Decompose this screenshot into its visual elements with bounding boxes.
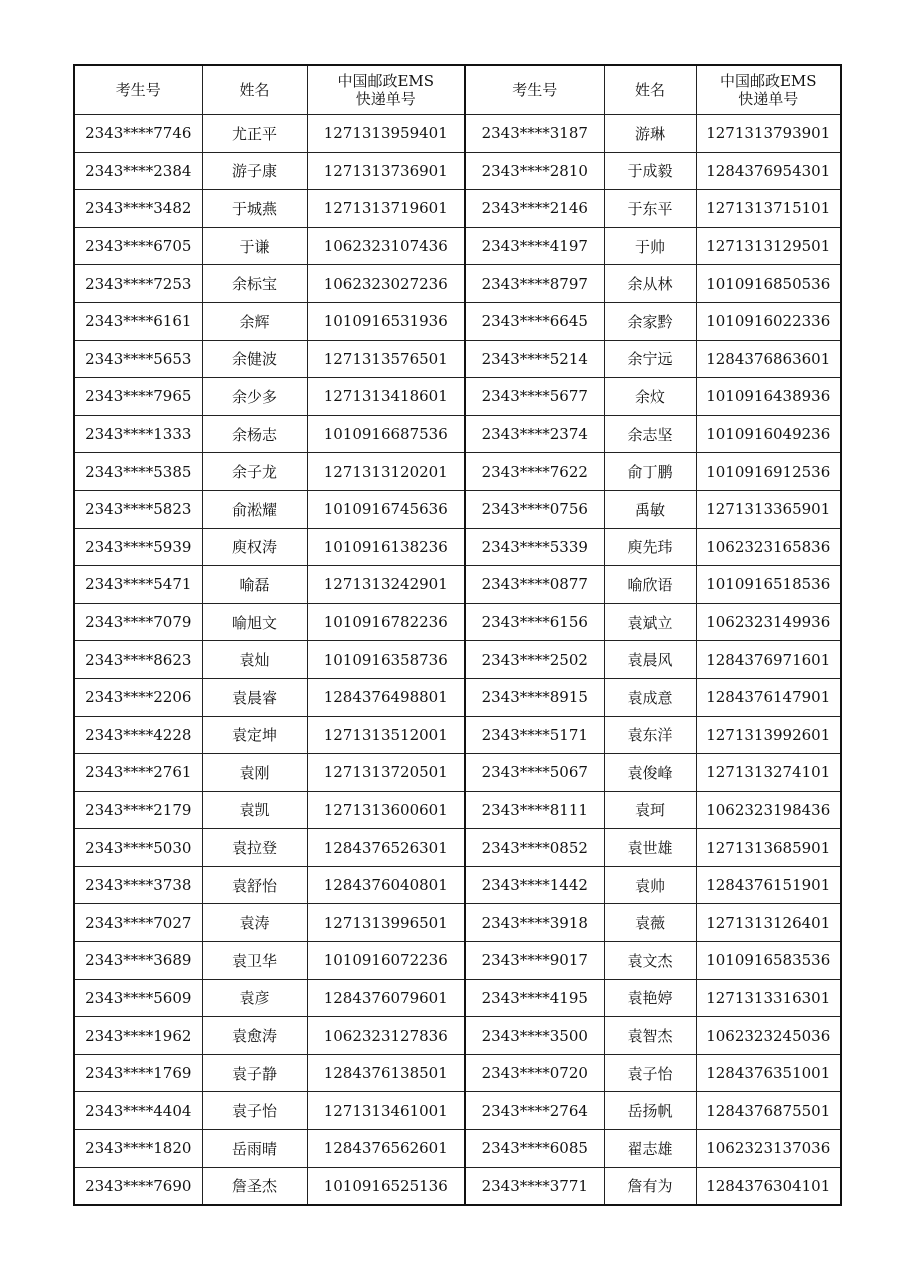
exam-id-cell: 2343****7027 — [74, 904, 202, 942]
exam-id-cell: 2343****5823 — [74, 490, 202, 528]
ems-tracking-cell: 1284376304101 — [696, 1167, 841, 1205]
name-cell: 袁成意 — [604, 678, 696, 716]
table-row — [74, 678, 841, 716]
name-cell: 詹圣杰 — [202, 1167, 307, 1205]
exam-id-cell: 2343****2502 — [465, 641, 604, 679]
name-cell: 袁子静 — [202, 1054, 307, 1092]
ems-tracking-cell: 1271313418601 — [307, 378, 465, 416]
ems-tracking-cell: 1010916745636 — [307, 490, 465, 528]
ems-tracking-cell: 1062323165836 — [696, 528, 841, 566]
ems-tracking-cell: 1271313996501 — [307, 904, 465, 942]
exam-id-cell: 2343****6085 — [465, 1130, 604, 1168]
name-cell: 袁刚 — [202, 754, 307, 792]
exam-id-cell: 2343****4404 — [74, 1092, 202, 1130]
name-cell: 袁子怡 — [202, 1092, 307, 1130]
name-cell: 袁灿 — [202, 641, 307, 679]
exam-id-cell: 2343****5385 — [74, 453, 202, 491]
ems-tracking-cell: 1010916531936 — [307, 302, 465, 340]
ems-tracking-cell: 1010916583536 — [696, 942, 841, 980]
table-row — [74, 942, 841, 980]
table-row — [74, 1092, 841, 1130]
exam-id-cell: 2343****3738 — [74, 866, 202, 904]
exam-id-cell: 2343****2146 — [465, 190, 604, 228]
ems-tracking-cell: 1010916850536 — [696, 265, 841, 303]
table-row — [74, 866, 841, 904]
exam-id-cell: 2343****1442 — [465, 866, 604, 904]
exam-id-cell: 2343****0720 — [465, 1054, 604, 1092]
ems-tracking-cell: 1284376954301 — [696, 152, 841, 190]
name-cell: 于城燕 — [202, 190, 307, 228]
ems-tracking-cell: 1284376040801 — [307, 866, 465, 904]
name-cell: 余杨志 — [202, 415, 307, 453]
ems-tracking-cell: 1271313992601 — [696, 716, 841, 754]
ems-tracking-cell: 1062323127836 — [307, 1017, 465, 1055]
name-cell: 喻磊 — [202, 566, 307, 604]
name-cell: 袁彦 — [202, 979, 307, 1017]
name-cell: 禹敏 — [604, 490, 696, 528]
ems-tracking-cell: 1271313274101 — [696, 754, 841, 792]
table-row — [74, 1054, 841, 1092]
exam-id-cell: 2343****8915 — [465, 678, 604, 716]
name-cell: 余少多 — [202, 378, 307, 416]
name-cell: 俞丁鹏 — [604, 453, 696, 491]
exam-id-cell: 2343****9017 — [465, 942, 604, 980]
exam-id-cell: 2343****6161 — [74, 302, 202, 340]
ems-tracking-cell: 1010916022336 — [696, 302, 841, 340]
name-cell: 尤正平 — [202, 115, 307, 153]
name-cell: 袁薇 — [604, 904, 696, 942]
ems-tracking-cell: 1271313959401 — [307, 115, 465, 153]
name-cell: 于东平 — [604, 190, 696, 228]
name-cell: 袁卫华 — [202, 942, 307, 980]
exam-id-cell: 2343****1333 — [74, 415, 202, 453]
exam-id-cell: 2343****7746 — [74, 115, 202, 153]
ems-tracking-cell: 1062323245036 — [696, 1017, 841, 1055]
name-cell: 俞淞耀 — [202, 490, 307, 528]
header-row — [74, 65, 841, 115]
exam-id-cell: 2343****2810 — [465, 152, 604, 190]
exam-id-header — [74, 65, 202, 115]
ems-tracking-cell: 1271313736901 — [307, 152, 465, 190]
exam-id-cell: 2343****2761 — [74, 754, 202, 792]
name-cell: 余健波 — [202, 340, 307, 378]
exam-id-cell: 2343****1820 — [74, 1130, 202, 1168]
ems-tracking-cell: 1010916138236 — [307, 528, 465, 566]
table-row — [74, 1167, 841, 1205]
table-row — [74, 265, 841, 303]
exam-id-cell: 2343****2374 — [465, 415, 604, 453]
ems-tracking-cell: 1271313242901 — [307, 566, 465, 604]
table-row — [74, 791, 841, 829]
ems-tracking-cell: 1284376526301 — [307, 829, 465, 867]
exam-id-cell: 2343****2764 — [465, 1092, 604, 1130]
exam-id-cell: 2343****0756 — [465, 490, 604, 528]
ems-tracking-cell: 1010916912536 — [696, 453, 841, 491]
name-cell: 于成毅 — [604, 152, 696, 190]
exam-id-cell: 2343****5171 — [465, 716, 604, 754]
ems-tracking-cell: 1284376863601 — [696, 340, 841, 378]
table-row — [74, 979, 841, 1017]
ems-tracking-cell: 1010916072236 — [307, 942, 465, 980]
table-row — [74, 754, 841, 792]
header-line-1: 姓名 — [634, 81, 665, 99]
ems-tracking-cell: 1271313120201 — [307, 453, 465, 491]
table-row — [74, 716, 841, 754]
exam-id-cell: 2343****4228 — [74, 716, 202, 754]
name-cell: 袁世雄 — [604, 829, 696, 867]
exam-id-cell: 2343****3918 — [465, 904, 604, 942]
table-row — [74, 415, 841, 453]
table-row — [74, 453, 841, 491]
exam-id-cell: 2343****1769 — [74, 1054, 202, 1092]
name-cell: 余炆 — [604, 378, 696, 416]
exam-id-cell: 2343****2179 — [74, 791, 202, 829]
table-row — [74, 490, 841, 528]
table-row — [74, 603, 841, 641]
name-cell: 袁东洋 — [604, 716, 696, 754]
ems-tracking-cell: 1062323107436 — [307, 227, 465, 265]
name-cell: 袁帅 — [604, 866, 696, 904]
ems-tracking-cell: 1284376875501 — [696, 1092, 841, 1130]
exam-id-cell: 2343****8111 — [465, 791, 604, 829]
ems-tracking-cell: 1284376151901 — [696, 866, 841, 904]
table-row — [74, 904, 841, 942]
name-cell: 于帅 — [604, 227, 696, 265]
exam-id-cell: 2343****5609 — [74, 979, 202, 1017]
ems-tracking-cell: 1271313512001 — [307, 716, 465, 754]
name-cell: 游琳 — [604, 115, 696, 153]
exam-id-header-2 — [465, 65, 604, 115]
exam-id-cell: 2343****0852 — [465, 829, 604, 867]
exam-id-cell: 2343****7965 — [74, 378, 202, 416]
header-line-1: 考生号 — [512, 81, 558, 99]
table-row — [74, 378, 841, 416]
name-cell: 袁智杰 — [604, 1017, 696, 1055]
table-row — [74, 641, 841, 679]
header-line-1: 考生号 — [115, 81, 161, 99]
exam-id-cell: 2343****7079 — [74, 603, 202, 641]
ems-tracking-cell: 1062323137036 — [696, 1130, 841, 1168]
ems-tracking-cell: 1271313720501 — [307, 754, 465, 792]
ems-tracking-cell: 1271313715101 — [696, 190, 841, 228]
ems-tracking-cell: 1284376351001 — [696, 1054, 841, 1092]
name-cell: 岳扬帆 — [604, 1092, 696, 1130]
ems-tracking-cell: 1271313719601 — [307, 190, 465, 228]
candidate-shipping-table — [73, 64, 842, 1206]
exam-id-cell: 2343****3771 — [465, 1167, 604, 1205]
exam-id-cell: 2343****5471 — [74, 566, 202, 604]
ems-tracking-cell: 1284376079601 — [307, 979, 465, 1017]
exam-id-cell: 2343****3500 — [465, 1017, 604, 1055]
table-body — [74, 115, 841, 1206]
table-row — [74, 340, 841, 378]
ems-tracking-cell: 1010916687536 — [307, 415, 465, 453]
ems-tracking-cell: 1271313461001 — [307, 1092, 465, 1130]
name-cell: 袁艳婷 — [604, 979, 696, 1017]
exam-id-cell: 2343****1962 — [74, 1017, 202, 1055]
name-cell: 袁涛 — [202, 904, 307, 942]
exam-id-cell: 2343****6645 — [465, 302, 604, 340]
ems-tracking-cell: 1271313685901 — [696, 829, 841, 867]
ems-tracking-header-2 — [696, 65, 841, 115]
exam-id-cell: 2343****5067 — [465, 754, 604, 792]
name-cell: 喻欣语 — [604, 566, 696, 604]
name-cell: 岳雨晴 — [202, 1130, 307, 1168]
exam-id-cell: 2343****7690 — [74, 1167, 202, 1205]
exam-id-cell: 2343****5214 — [465, 340, 604, 378]
name-cell: 余志坚 — [604, 415, 696, 453]
name-cell: 余标宝 — [202, 265, 307, 303]
ems-tracking-cell: 1062323027236 — [307, 265, 465, 303]
name-cell: 袁晨睿 — [202, 678, 307, 716]
table-row — [74, 302, 841, 340]
name-cell: 袁珂 — [604, 791, 696, 829]
ems-tracking-cell: 1271313365901 — [696, 490, 841, 528]
exam-id-cell: 2343****2384 — [74, 152, 202, 190]
ems-tracking-cell: 1271313129501 — [696, 227, 841, 265]
name-cell: 余从林 — [604, 265, 696, 303]
ems-tracking-cell: 1271313600601 — [307, 791, 465, 829]
name-cell: 庾权涛 — [202, 528, 307, 566]
exam-id-cell: 2343****3689 — [74, 942, 202, 980]
ems-tracking-cell: 1284376138501 — [307, 1054, 465, 1092]
ems-tracking-cell: 1062323149936 — [696, 603, 841, 641]
table-row — [74, 115, 841, 153]
header-line-2: 快递单号 — [738, 90, 799, 108]
ems-tracking-cell: 1284376971601 — [696, 641, 841, 679]
name-header-2 — [604, 65, 696, 115]
exam-id-cell: 2343****5653 — [74, 340, 202, 378]
header-line-2: 快递单号 — [355, 90, 416, 108]
exam-id-cell: 2343****6705 — [74, 227, 202, 265]
name-cell: 余宁远 — [604, 340, 696, 378]
ems-tracking-cell: 1010916049236 — [696, 415, 841, 453]
ems-tracking-cell: 1271313316301 — [696, 979, 841, 1017]
table-row — [74, 1017, 841, 1055]
table-row — [74, 566, 841, 604]
name-header — [202, 65, 307, 115]
ems-tracking-cell: 1010916438936 — [696, 378, 841, 416]
name-cell: 袁斌立 — [604, 603, 696, 641]
name-cell: 于谦 — [202, 227, 307, 265]
exam-id-cell: 2343****8797 — [465, 265, 604, 303]
ems-tracking-cell: 1010916518536 — [696, 566, 841, 604]
name-cell: 游子康 — [202, 152, 307, 190]
name-cell: 袁晨风 — [604, 641, 696, 679]
exam-id-cell: 2343****7253 — [74, 265, 202, 303]
header-line-1: 姓名 — [239, 81, 270, 99]
ems-tracking-cell: 1284376562601 — [307, 1130, 465, 1168]
table-row — [74, 1130, 841, 1168]
name-cell: 袁愈涛 — [202, 1017, 307, 1055]
exam-id-cell: 2343****5030 — [74, 829, 202, 867]
exam-id-cell: 2343****5939 — [74, 528, 202, 566]
table-row — [74, 190, 841, 228]
name-cell: 袁子怡 — [604, 1054, 696, 1092]
name-cell: 袁定坤 — [202, 716, 307, 754]
ems-tracking-cell: 1010916358736 — [307, 641, 465, 679]
exam-id-cell: 2343****7622 — [465, 453, 604, 491]
exam-id-cell: 2343****5339 — [465, 528, 604, 566]
exam-id-cell: 2343****4195 — [465, 979, 604, 1017]
ems-tracking-cell: 1271313126401 — [696, 904, 841, 942]
name-cell: 喻旭文 — [202, 603, 307, 641]
name-cell: 袁俊峰 — [604, 754, 696, 792]
name-cell: 袁舒怡 — [202, 866, 307, 904]
table-row — [74, 227, 841, 265]
name-cell: 翟志雄 — [604, 1130, 696, 1168]
exam-id-cell: 2343****8623 — [74, 641, 202, 679]
name-cell: 詹有为 — [604, 1167, 696, 1205]
ems-tracking-cell: 1284376147901 — [696, 678, 841, 716]
ems-tracking-cell: 1010916782236 — [307, 603, 465, 641]
name-cell: 袁凯 — [202, 791, 307, 829]
ems-tracking-cell: 1010916525136 — [307, 1167, 465, 1205]
exam-id-cell: 2343****6156 — [465, 603, 604, 641]
name-cell: 袁文杰 — [604, 942, 696, 980]
ems-tracking-cell: 1271313793901 — [696, 115, 841, 153]
header-line-1: 中国邮政EMS — [719, 72, 817, 90]
name-cell: 余辉 — [202, 302, 307, 340]
ems-tracking-cell: 1062323198436 — [696, 791, 841, 829]
exam-id-cell: 2343****4197 — [465, 227, 604, 265]
exam-id-cell: 2343****3482 — [74, 190, 202, 228]
table-row — [74, 528, 841, 566]
ems-tracking-header — [307, 65, 465, 115]
name-cell: 袁拉登 — [202, 829, 307, 867]
name-cell: 余子龙 — [202, 453, 307, 491]
name-cell: 庾先玮 — [604, 528, 696, 566]
table-row — [74, 152, 841, 190]
header-line-1: 中国邮政EMS — [337, 72, 435, 90]
exam-id-cell: 2343****0877 — [465, 566, 604, 604]
name-cell: 余家黔 — [604, 302, 696, 340]
table-row — [74, 829, 841, 867]
exam-id-cell: 2343****3187 — [465, 115, 604, 153]
ems-tracking-cell: 1284376498801 — [307, 678, 465, 716]
exam-id-cell: 2343****5677 — [465, 378, 604, 416]
exam-id-cell: 2343****2206 — [74, 678, 202, 716]
table-header — [74, 65, 841, 115]
ems-tracking-cell: 1271313576501 — [307, 340, 465, 378]
